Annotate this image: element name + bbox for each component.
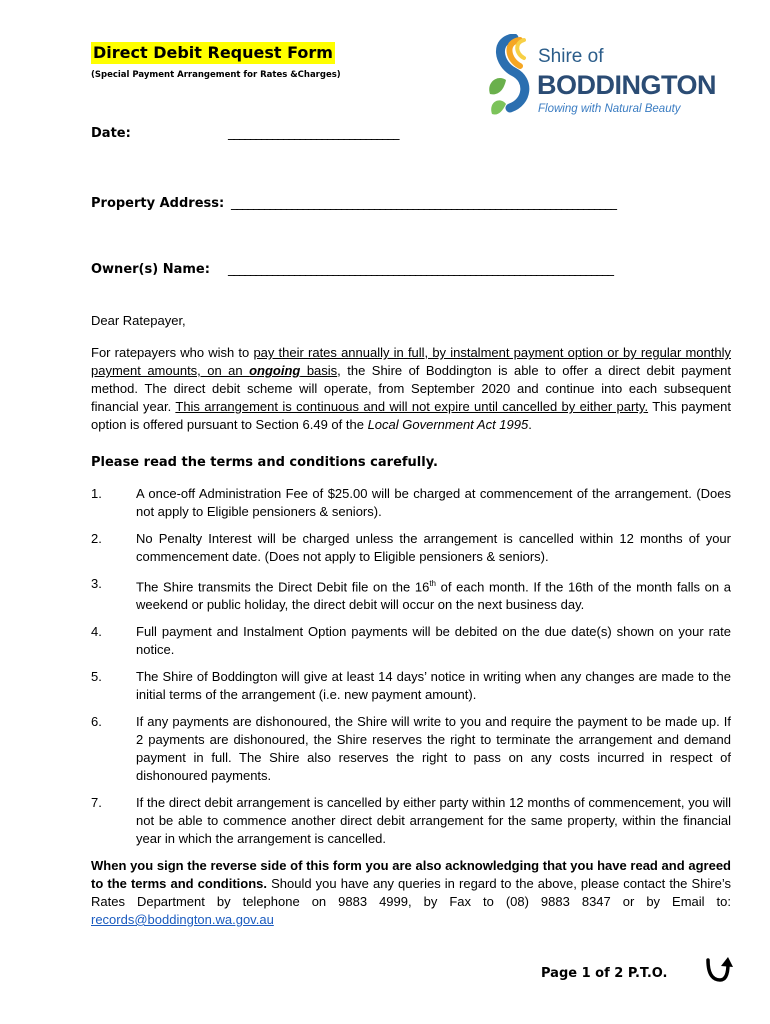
intro-text-b: , the Shire of Boddington is able to offer a direct debit payment method. The direct debit scheme will operate, from September 2020 and continue into each subsequent financial year. [91,363,731,414]
term-text-b: of each month. If the 16th of the month falls on a weekend or public holiday, the direct debit will occur on the next business day. [136,579,731,613]
property-address-input-line[interactable]: ______________________________________________________________________ [231,196,616,211]
turn-page-arrow-icon [704,954,734,984]
term-text: A once-off Administration Fee of $25.00 will be charged at commencement of the arrangement. (Does not apply to Eligible pensioners & seniors). [136,486,731,519]
logo-name-text: BODDINGTON [537,70,717,100]
owner-name-field [91,262,613,277]
intro-act-name: Local Government Act 1995 [367,417,529,432]
term-item [91,668,731,704]
intro-end: . [528,417,532,432]
shire-logo-icon [484,34,540,126]
term-number: 2. [91,531,102,546]
term-text: Full payment and Instalment Option payments will be debited on the due date(s) shown on your rate notice. [136,624,731,658]
term-item [91,623,731,659]
term-item [91,530,731,566]
intro-underline-1: pay their rates annually in full, by instalment payment option or by regular monthly payment amounts, on an [91,345,731,378]
terms-heading: Please read the terms and conditions carefully. [91,455,438,470]
intro-text-c: This payment option is offered pursuant to Section 6.49 of the [91,399,731,432]
intro-ongoing: ongoing [249,363,301,378]
term-number: 4. [91,624,102,640]
term-number: 1. [91,486,102,501]
intro-underline-3: This arrangement is continuous and will not expire until cancelled by either party. [175,399,649,414]
form-title: Direct Debit Request Form [93,43,333,62]
date-label: Date: [91,126,131,141]
date-field [91,126,399,141]
form-subtitle: (Special Payment Arrangement for Rates &Charges) [91,70,341,80]
term-text: If any payments are dishonoured, the Shire will write to you and require the payment to be made up. If 2 payments are dishonoured, the Shire reserves the right to terminate the arrangement and demand payment in full. The Shire also reserves the right to pass on any costs incurred in respect of dishonoured payments. [136,714,731,784]
term-number: 3. [91,576,102,591]
shire-logo [484,34,734,124]
term-item [91,713,731,785]
term-item [91,485,731,521]
intro-text-a: For ratepayers who wish to [91,345,254,360]
owner-name-label: Owner(s) Name: [91,262,210,277]
acknowledgement-paragraph [91,857,731,929]
acknowledgement-bold: When you sign the reverse side of this form you are also acknowledging that you have read and agreed to the terms and conditions. [91,858,731,891]
property-address-label: Property Address: [91,196,225,211]
email-link[interactable]: records@boddington.wa.gov.au [91,912,274,927]
page-number: Page 1 of 2 P.T.O. [541,966,668,981]
terms-list [91,485,731,857]
term-number: 5. [91,669,102,685]
acknowledgement-text: Should you have any queries in regard to the above, please contact the Shire’s Rates Department by telephone on 9883 4999, by Fax to (08) 9883 8347 or by Email to: [91,876,731,909]
salutation: Dear Ratepayer, [91,313,186,328]
intro-paragraph [91,344,731,434]
term-sup: th [429,579,436,588]
title-block [91,42,341,80]
logo-tagline: Flowing with Natural Beauty [538,103,681,115]
term-item [91,794,731,848]
term-text-a: The Shire transmits the Direct Debit file on the 16 [136,579,430,595]
logo-shire-text: Shire of [538,46,604,67]
term-number: 6. [91,714,102,730]
property-address-field [91,196,616,211]
term-number: 7. [91,795,102,811]
date-input-line[interactable]: _______________________________ [228,126,399,141]
term-text [136,575,731,614]
intro-underline-2: basis [300,363,338,378]
term-text: No Penalty Interest will be charged unless the arrangement is cancelled within 12 months of your commencement date. (Does not apply to Eligible pensioners & seniors). [136,531,731,564]
owner-name-input-line[interactable]: ______________________________________________________________________ [228,262,613,277]
term-text: If the direct debit arrangement is cancelled by either party within 12 months of commencement, you will not be able to commence another direct debit arrangement for the same property, within the financial year in which the arrangement is cancelled. [136,795,731,847]
term-item [91,575,731,614]
term-text: The Shire of Boddington will give at least 14 days’ notice in writing when any changes are made to the initial terms of the arrangement (i.e. new payment amount). [136,669,731,703]
